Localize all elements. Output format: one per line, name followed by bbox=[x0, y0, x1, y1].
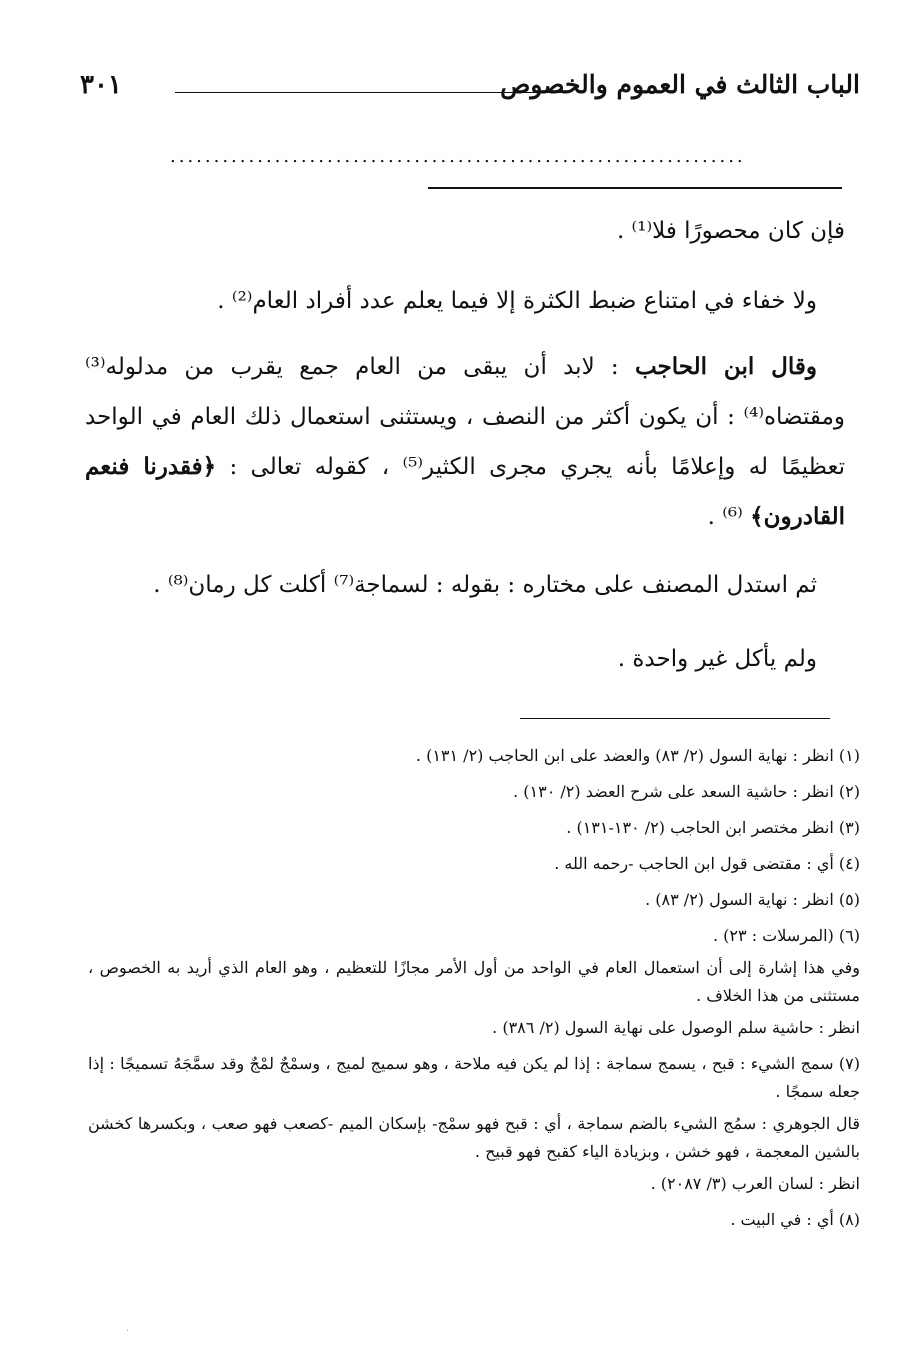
paragraph-1: فإن كان محصورًا فلا⁽¹⁾ . bbox=[616, 218, 845, 244]
page-header bbox=[80, 70, 860, 110]
quoted-author: وقال ابن الحاجب bbox=[634, 353, 817, 380]
paragraph-3 bbox=[85, 342, 845, 542]
footnote-6: (٦) (المرسلات : ٢٣) . bbox=[713, 926, 860, 945]
footnotes bbox=[88, 738, 860, 1238]
paragraph-3-end: ⁽⁶⁾ . bbox=[707, 504, 743, 530]
header-rule bbox=[175, 92, 565, 93]
main-text bbox=[85, 206, 845, 684]
page-number: ٣٠١ bbox=[80, 70, 122, 100]
footnote-6-reference: انظر : حاشية سلم الوصول على نهاية السول (٢/ ٣٨٦) . bbox=[492, 1018, 860, 1037]
footnote-rule bbox=[520, 718, 830, 719]
footnote-4: (٤) أي : مقتضى قول ابن الحاجب -رحمه الله . bbox=[554, 854, 860, 873]
running-title: الباب الثالث في العموم والخصوص bbox=[500, 70, 860, 99]
footnote-3: (٣) انظر مختصر ابن الحاجب (٢/ ١٣٠-١٣١) . bbox=[566, 818, 860, 837]
footnote-5: (٥) انظر : نهاية السول (٢/ ٨٣) . bbox=[645, 890, 860, 909]
footnote-6-note: وفي هذا إشارة إلى أن استعمال العام في الواحد من أول الأمر مجازًا للتعظيم ، وهو العام الذي أريد به الخصوص ، مستثنى من هذا الخلاف . bbox=[88, 958, 860, 1005]
omission-dots: .................................................................. bbox=[170, 146, 746, 167]
scan-mark: · bbox=[126, 1326, 130, 1337]
paragraph-5: ولم يأكل غير واحدة . bbox=[617, 646, 817, 672]
quran-verse: ﴿فقدرنا فنعم القادرون﴾ bbox=[85, 453, 845, 530]
footnote-7: (٧) سمج الشيء : قبح ، يسمج سماجة : إذا لم يكن فيه ملاحة ، وهو سميج لميج ، وسمْجٌ لمْجٌ وقد سمَّجَهُ تسميجًا : إذا جعله سمجًا . bbox=[88, 1054, 860, 1101]
footnote-8: (٨) أي : في البيت . bbox=[730, 1210, 860, 1229]
footnote-7-reference: انظر : لسان العرب (٣/ ٢٠٨٧) . bbox=[650, 1174, 860, 1193]
footnote-1: (١) انظر : نهاية السول (٢/ ٨٣) والعضد على ابن الحاجب (٢/ ١٣١) . bbox=[415, 746, 860, 765]
paragraph-2: ولا خفاء في امتناع ضبط الكثرة إلا فيما يعلم عدد أفراد العام⁽²⁾ . bbox=[217, 288, 817, 314]
section-rule bbox=[428, 187, 842, 189]
footnote-7-note: قال الجوهري : سمُج الشيء بالضم سماجة ، أي : قبح فهو سمْج- بإسكان الميم -كصعب فهو صعب ، وبكسرها كخشن بالشين المعجمة ، فهو خشن ، وبزيادة الياء كقبح فهو قبيح . bbox=[88, 1114, 861, 1161]
paragraph-4: ثم استدل المصنف على مختاره : بقوله : لسماجة⁽⁷⁾ أكلت كل رمان⁽⁸⁾ . bbox=[153, 572, 817, 598]
paragraph-3-text: : لابد أن يبقى من العام جمع يقرب من مدلوله⁽³⁾ ومقتضاه⁽⁴⁾ : أن يكون أكثر من النصف ، ويستثنى استعمال ذلك العام في الواحد تعظيمًا له وإعلامًا بأنه يجري مجرى الكثير⁽⁵⁾ ، كقوله تعالى : bbox=[85, 354, 845, 480]
footnote-2: (٢) انظر : حاشية السعد على شرح العضد (٢/ ١٣٠) . bbox=[513, 782, 860, 801]
